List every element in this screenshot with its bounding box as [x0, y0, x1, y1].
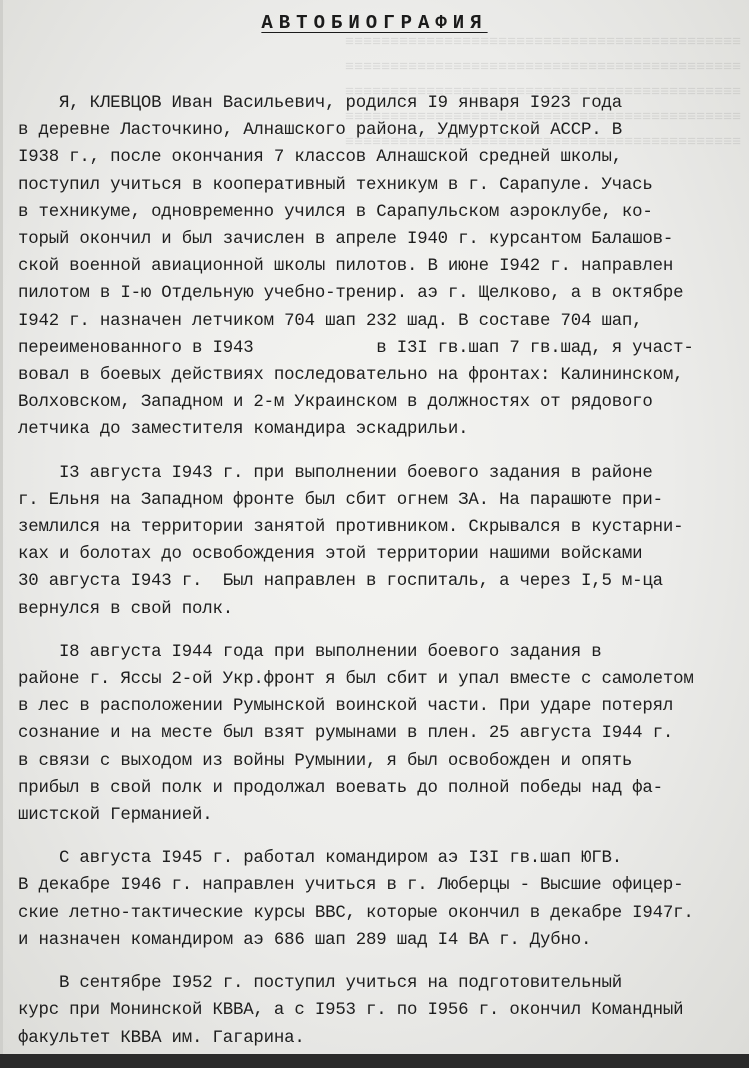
- text-line: прибыл в свой полк и продолжал воевать до полной победы над фа-: [18, 778, 663, 798]
- text-line: землился на территории занятой противником. Скрывался в кустарни-: [18, 518, 684, 538]
- text-line: в техникуме, одновременно учился в Сарапульском аэроклубе, ко-: [18, 202, 653, 222]
- paragraph-3: [18, 639, 742, 829]
- text-line: торый окончил и был зачислен в апреле I940 г. курсантом Балашов-: [18, 230, 674, 250]
- text-line: вовал в боевых действиях последовательно на фронтах: Калининском,: [18, 366, 684, 386]
- text-line: шистской Германией.: [18, 806, 213, 826]
- text-line: I938 г., после окончания 7 классов Алнашской средней школы,: [18, 148, 622, 168]
- text-line: Я, КЛЕВЦОВ Иван Васильевич, родился I9 января I923 года: [18, 94, 622, 113]
- text-line: I942 г. назначен летчиком 704 шап 232 шад. В составе 704 шап,: [18, 311, 643, 331]
- document-body: [18, 90, 742, 1068]
- text-line: 30 августа I943 г. Был направлен в госпиталь, а через I,5 м-ца: [18, 572, 663, 592]
- text-line: в лес в расположении Румынской воинской части. При ударе потерял: [18, 697, 674, 717]
- text-line: I3 августа I943 г. при выполнении боевого задания в районе: [18, 463, 653, 483]
- paragraph-4: [18, 845, 742, 954]
- text-line: В сентябре I952 г. поступил учиться на подготовительный: [18, 974, 622, 994]
- paragraph-1: [18, 90, 742, 444]
- text-line: В декабре I946 г. направлен учиться в г. Люберцы - Высшие офицер-: [18, 876, 684, 896]
- text-line: в деревне Ласточкино, Алнашского района, Удмуртской АССР. В: [18, 121, 622, 141]
- text-line: районе г. Яссы 2-ой Укр.фронт я был сбит и упал вместе с самолетом: [18, 670, 694, 690]
- document-title: [0, 12, 749, 34]
- document-title-text: АВТОБИОГРАФИЯ: [261, 12, 488, 34]
- text-line: переименованного в I943 в I3I гв.шап 7 гв.шад, я участ-: [18, 338, 694, 358]
- text-line: и назначен командиром аэ 686 шап 289 шад I4 ВА г. Дубно.: [18, 930, 592, 950]
- text-line: ках и болотах до освобождения этой территории нашими войсками: [18, 545, 643, 565]
- text-line: сознание и на месте был взят румынами в плен. 25 августа I944 г.: [18, 724, 674, 744]
- text-line: летчика до заместителя командира эскадрильи.: [18, 420, 469, 440]
- bleed-through-texture: ≡≡≡≡≡≡≡≡≡≡≡≡≡≡≡≡≡≡≡≡≡≡≡≡≡≡≡≡≡≡≡≡≡≡≡≡≡≡≡≡≡≡≡≡ ≡≡≡≡≡≡≡≡≡≡≡≡≡≡≡≡≡≡≡≡≡≡≡≡≡≡≡≡≡≡≡≡≡≡≡≡≡≡≡≡≡≡≡≡ ≡≡≡≡≡≡≡≡≡≡≡≡≡≡≡≡≡≡≡≡≡≡≡≡≡≡≡≡≡≡≡≡≡≡≡≡≡≡≡≡≡≡≡≡ ≡≡≡≡≡≡≡≡≡≡≡≡≡≡≡≡≡≡≡≡≡≡≡≡≡≡≡≡≡≡≡≡≡≡≡≡≡≡≡≡≡≡≡≡ ≡≡≡≡≡≡≡≡≡≡≡≡≡≡≡≡≡≡≡≡≡≡≡≡≡≡≡≡≡≡≡≡≡≡≡≡≡≡≡≡≡≡≡≡: [344, 34, 741, 151]
- text-line: г. Ельня на Западном фронте был сбит огнем ЗА. На парашюте при-: [18, 490, 663, 510]
- paragraph-5: [18, 970, 742, 1052]
- text-line: в связи с выходом из войны Румынии, я был освобожден и опять: [18, 751, 633, 771]
- page-edge: [0, 0, 3, 1054]
- text-line: вернулся в свой полк.: [18, 599, 233, 619]
- paragraph-2: [18, 460, 742, 623]
- text-line: курс при Монинской КВВА, а с I953 г. по I956 г. окончил Командный: [18, 1001, 684, 1021]
- text-line: пилотом в I-ю Отдельную учебно-тренир. аэ г. Щелково, а в октябре: [18, 284, 684, 304]
- text-line: Волховском, Западном и 2-м Украинском в должностях от рядового: [18, 393, 653, 413]
- text-line: факультет КВВА им. Гагарина.: [18, 1028, 305, 1048]
- text-line: I8 августа I944 года при выполнении боевого задания в: [18, 642, 602, 662]
- text-line: поступил учиться в кооперативный техникум в г. Сарапуле. Учась: [18, 175, 653, 195]
- text-line: ской военной авиационной школы пилотов. В июне I942 г. направлен: [18, 257, 674, 277]
- text-line: ские летно-тактические курсы ВВС, которые окончил в декабре I947г.: [18, 903, 694, 923]
- text-line: С августа I945 г. работал командиром аэ I3I гв.шап ЮГВ.: [18, 849, 622, 869]
